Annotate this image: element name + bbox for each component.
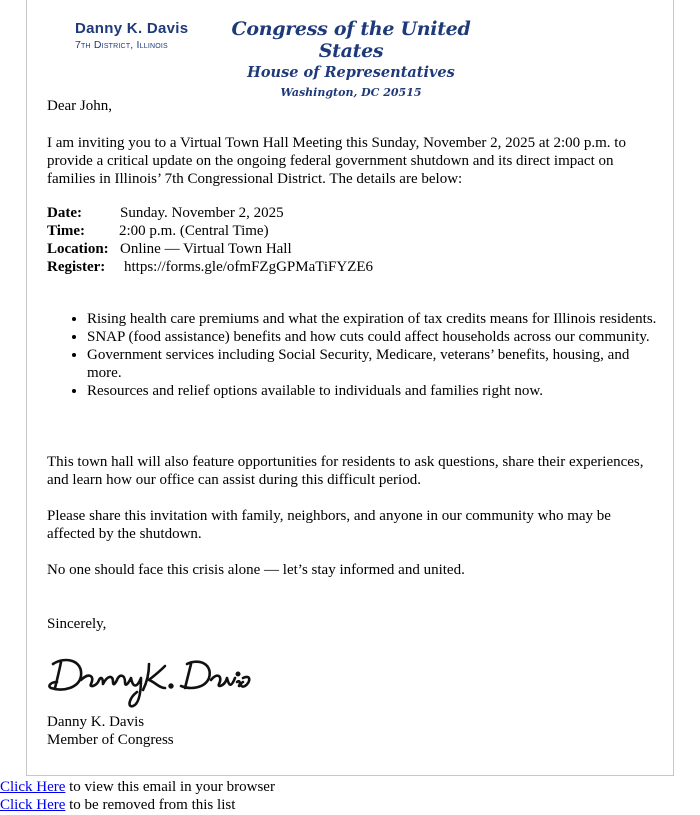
view-in-browser-text: to view this email in your browser bbox=[65, 779, 275, 795]
location-row bbox=[47, 240, 373, 258]
representative-district: 7th District, Illinois bbox=[75, 39, 168, 51]
townhall-paragraph: This town hall will also feature opportunities for residents to ask questions, share their experiences, and learn how our office can assist during this difficult period. bbox=[47, 454, 644, 488]
topics-list bbox=[47, 310, 659, 400]
congress-title: Congress of the United States bbox=[231, 18, 471, 62]
location-label: Location: bbox=[47, 241, 109, 257]
intro-paragraph: I am inviting you to a Virtual Town Hall Meeting this Sunday, November 2, 2025 at 2:00 p.m. to provide a critical update on the ongoing federal government shutdown and its direct impact on families in Illinois’ 7th Congressional District. The details are below: bbox=[47, 135, 626, 187]
register-link[interactable]: https://forms.gle/ofmFZgGPMaTiFYZE6 bbox=[124, 259, 374, 275]
view-in-browser-link[interactable]: Click Here bbox=[0, 779, 66, 795]
list-item: • Rising health care premiums and what the expiration of tax credits means for Illinois residents. bbox=[87, 310, 659, 328]
register-label: Register: bbox=[47, 259, 106, 275]
location-value: Online — Virtual Town Hall bbox=[120, 241, 292, 257]
house-title: House of Representatives bbox=[247, 64, 455, 81]
representative-name: Danny K. Davis bbox=[75, 20, 189, 37]
greeting: Dear John, bbox=[47, 98, 112, 114]
closing-line: No one should face this crisis alone — let’s stay informed and united. bbox=[47, 562, 465, 578]
time-label: Time: bbox=[47, 223, 86, 239]
email-footer bbox=[0, 778, 275, 814]
unsubscribe-text: to be removed from this list bbox=[65, 797, 236, 813]
view-in-browser-line bbox=[0, 778, 275, 796]
list-item: • SNAP (food assistance) benefits and how cuts could affect households across our community. bbox=[87, 328, 659, 346]
signer-title: Member of Congress bbox=[47, 732, 174, 748]
date-value: Sunday. November 2, 2025 bbox=[120, 205, 284, 221]
time-row bbox=[47, 222, 373, 240]
event-details bbox=[47, 204, 373, 276]
letterhead bbox=[27, 0, 675, 99]
letter-frame bbox=[26, 0, 674, 776]
congress-heading bbox=[225, 18, 477, 102]
office-location: Washington, DC 20515 bbox=[280, 86, 422, 99]
signature-image bbox=[45, 642, 255, 712]
time-value: 2:00 p.m. (Central Time) bbox=[119, 223, 269, 239]
date-row bbox=[47, 204, 373, 222]
share-paragraph: Please share this invitation with family, neighbors, and anyone in our community who may be affected by the shutdown. bbox=[47, 508, 611, 542]
unsubscribe-line bbox=[0, 796, 275, 814]
date-label: Date: bbox=[47, 205, 82, 221]
unsubscribe-link[interactable]: Click Here bbox=[0, 797, 66, 813]
signer-name: Danny K. Davis bbox=[47, 714, 145, 730]
signoff: Sincerely, bbox=[47, 616, 107, 632]
list-item: • Resources and relief options available to individuals and families right now. bbox=[87, 382, 659, 400]
register-row bbox=[47, 258, 373, 276]
list-item: • Government services including Social Security, Medicare, veterans’ benefits, housing, and more. bbox=[87, 346, 659, 382]
